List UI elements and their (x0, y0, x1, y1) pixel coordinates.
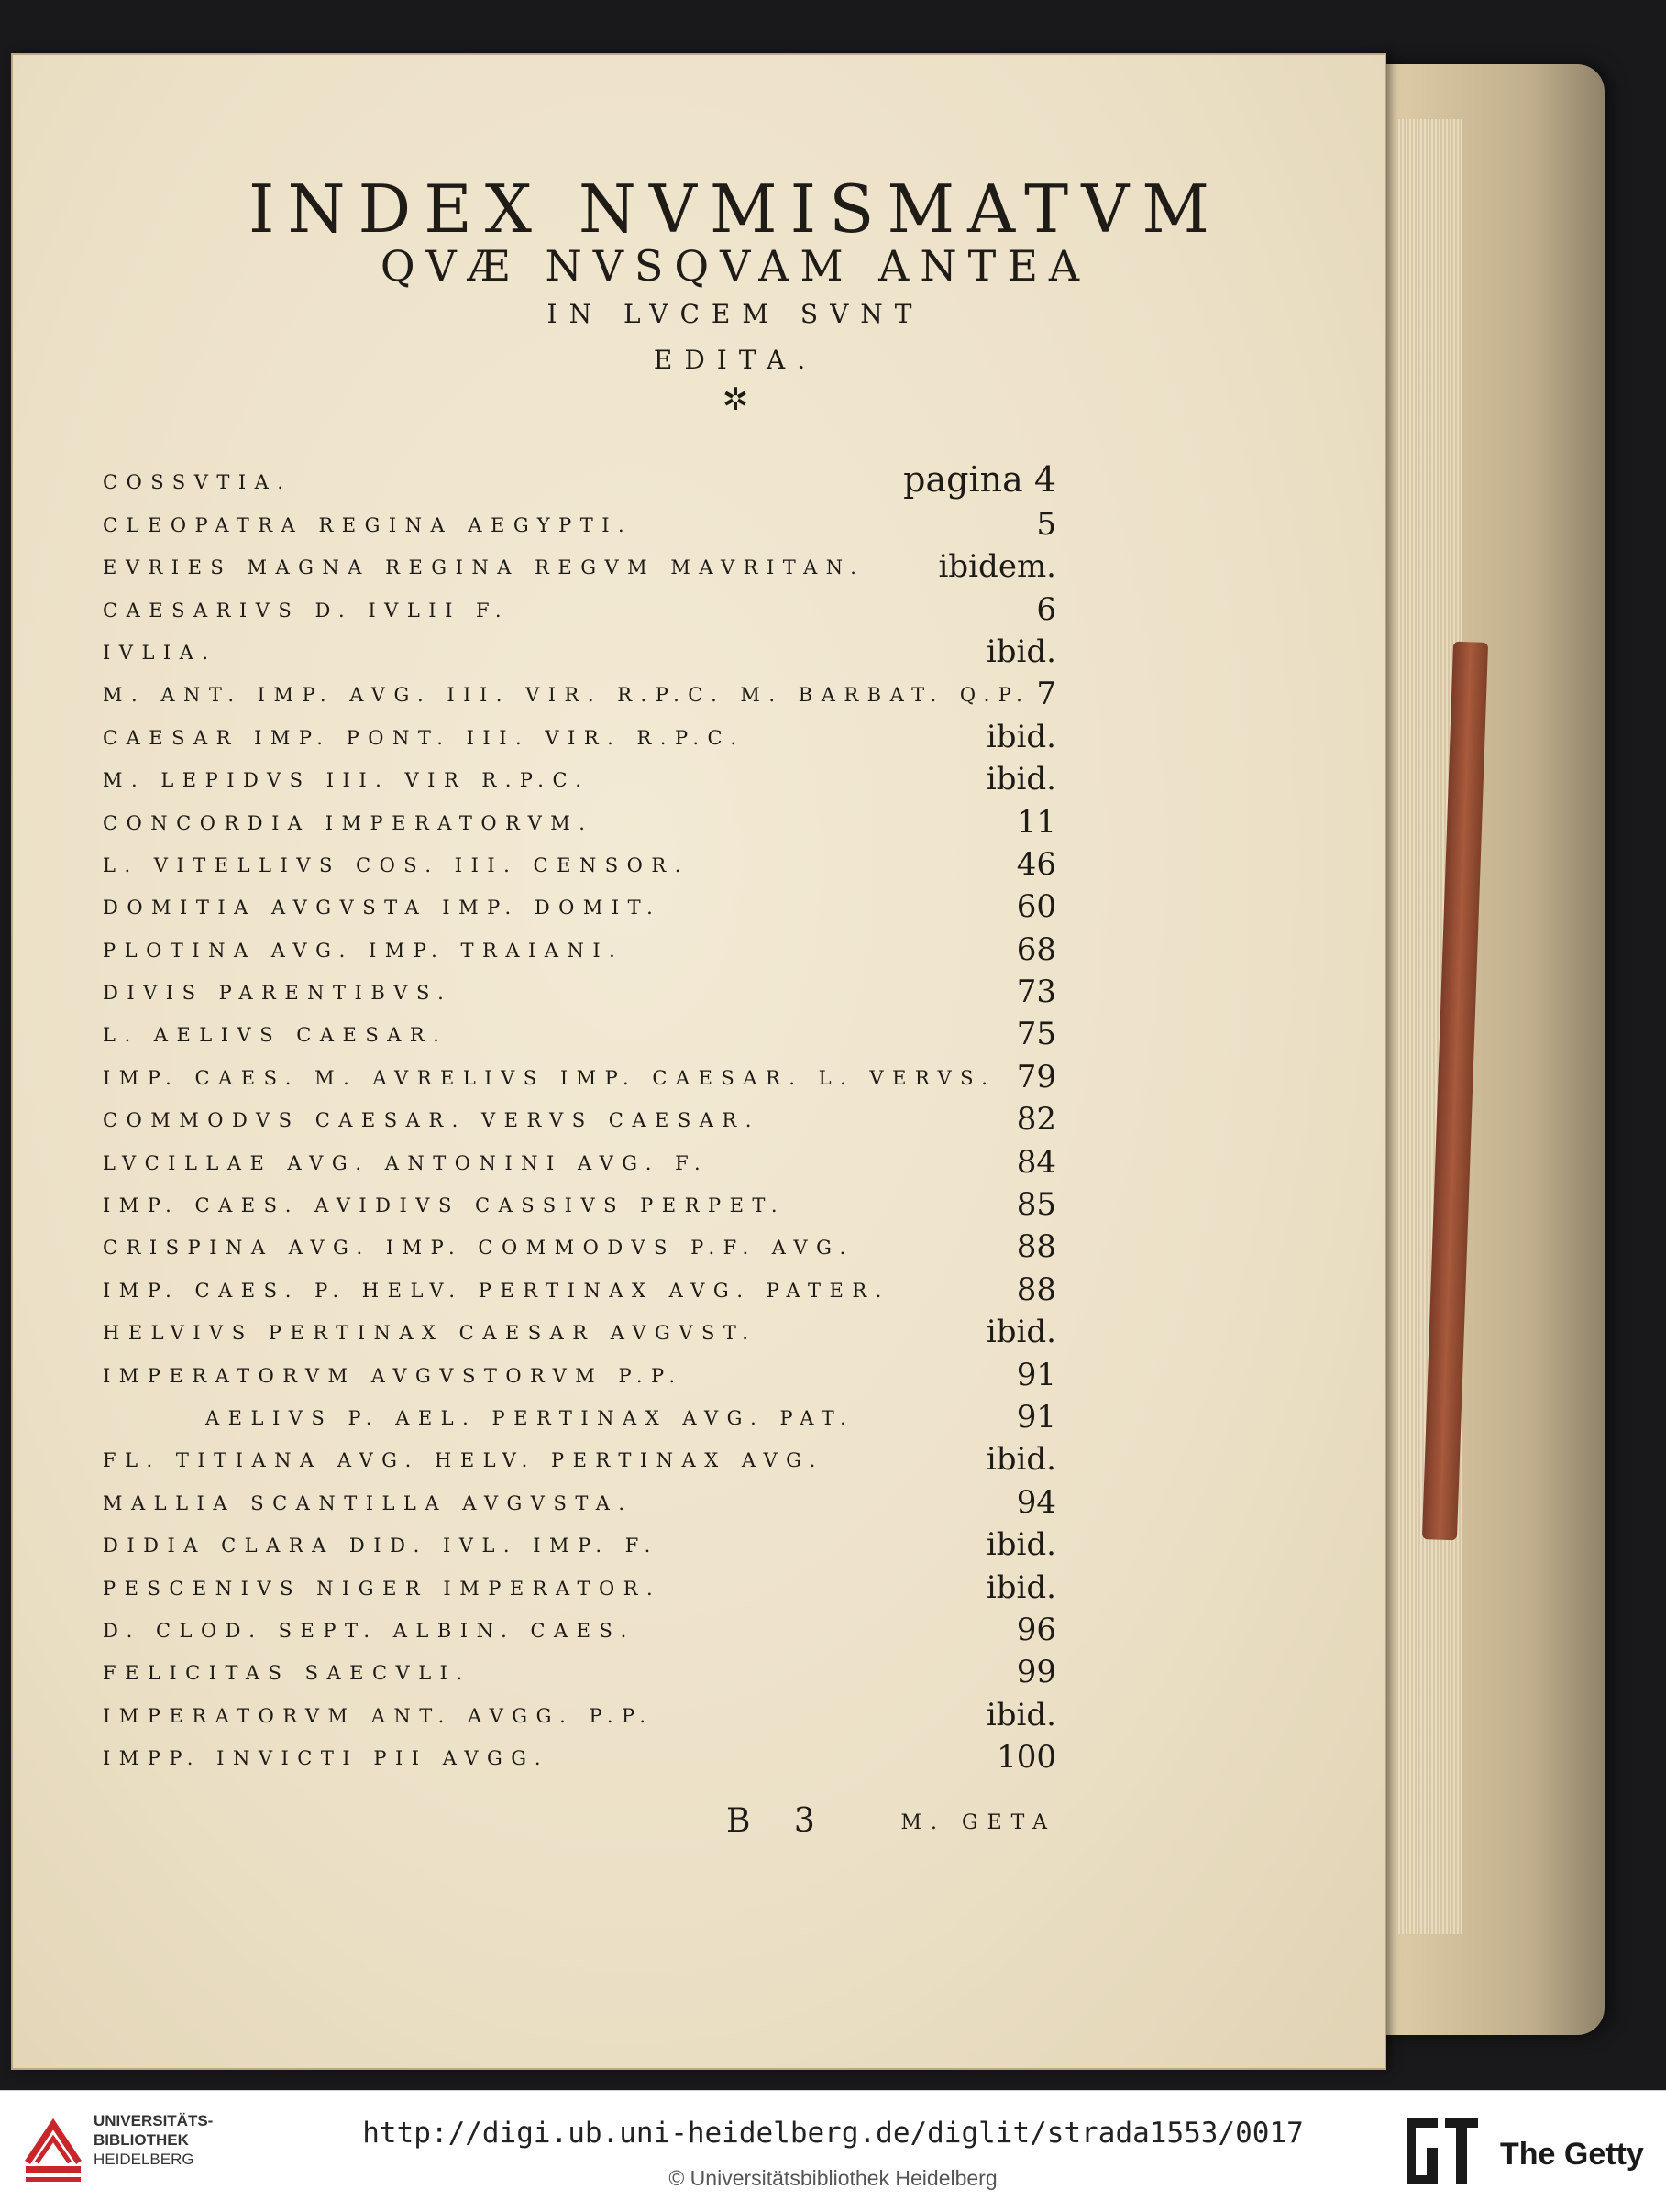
entry-page: ibid. (986, 1441, 1056, 1479)
entry-page: 100 (997, 1739, 1056, 1777)
index-entry (103, 1733, 1056, 1775)
entry-name: DIVIS PARENTIBVS. (103, 982, 453, 1005)
index-entry (103, 882, 1056, 924)
entry-page: 82 (1016, 1101, 1056, 1139)
entry-name: AELIVS P. AEL. PERTINAX AVG. PAT. (205, 1406, 855, 1429)
index-entry (103, 1009, 1056, 1051)
entry-page: 68 (1016, 930, 1056, 968)
partner-name: The Getty (1500, 2137, 1644, 2172)
page-subtitle-1: QVÆ NVSQVAM ANTEA (380, 241, 1091, 291)
ornament-asterisk-icon: ✲ (722, 381, 749, 418)
page-title: INDEX NVMISMATVM (248, 171, 1222, 248)
index-entry (103, 1264, 1056, 1306)
entry-page: 88 (1016, 1271, 1056, 1308)
index-entry (103, 1222, 1056, 1264)
index-entry (103, 754, 1056, 797)
entry-name: EVRIES MAGNA REGINA REGVM MAVRITAN. (103, 556, 866, 579)
page-subtitle-2: IN LVCEM SVNT (546, 299, 924, 329)
entry-page: 73 (1016, 974, 1056, 1011)
entry-page: ibid. (986, 633, 1056, 670)
entry-page: 85 (1016, 1186, 1056, 1224)
index-entry (103, 1180, 1056, 1222)
entry-page: pagina 4 (903, 459, 1056, 501)
index-entry (103, 1647, 1056, 1689)
index-entry (103, 457, 1056, 499)
entry-name: FL. TITIANA AVG. HELV. PERTINAX AVG. (103, 1449, 824, 1472)
entry-name: D. CLOD. SEPT. ALBIN. CAES. (103, 1619, 635, 1642)
entry-name: IMP. CAES. AVIDIVS CASSIVS PERPET. (103, 1194, 786, 1217)
index-entry (103, 542, 1056, 584)
index-entry (103, 1095, 1056, 1137)
entry-page: 6 (1036, 590, 1056, 628)
entry-name: DIDIA CLARA DID. IVL. IMP. F. (103, 1535, 659, 1557)
index-entry (103, 711, 1056, 754)
index-entry (103, 1689, 1056, 1732)
catchword: M. GETA (900, 1811, 1056, 1834)
index-entry (103, 1477, 1056, 1519)
index-entry (103, 1520, 1056, 1562)
entry-page: ibid. (986, 761, 1056, 798)
page-subtitle-3: EDITA. (653, 345, 818, 375)
entry-page: 94 (1016, 1483, 1056, 1521)
entry-page: 60 (1016, 888, 1056, 926)
index-entry (103, 1605, 1056, 1647)
entry-name: IMPERATORVM ANT. AVGG. P.P. (103, 1704, 655, 1727)
entry-name: IMP. CAES. P. HELV. PERTINAX AVG. PATER. (103, 1279, 890, 1302)
entry-name: CAESAR IMP. PONT. III. VIR. R.P.C. (103, 726, 745, 749)
index-entry (103, 1307, 1056, 1349)
getty-logo-icon[interactable] (1403, 2115, 1482, 2188)
index-entry (103, 1051, 1056, 1094)
entry-name: L. AELIVS CAESAR. (103, 1024, 448, 1047)
entry-page: 75 (1016, 1016, 1056, 1053)
entry-page: 7 (1036, 676, 1056, 713)
book-page-edges (1366, 64, 1605, 2035)
entry-page: 88 (1016, 1228, 1056, 1266)
entry-page: ibid. (986, 1696, 1056, 1733)
entry-page: 99 (1016, 1654, 1056, 1691)
entry-name: CLEOPATRA REGINA AEGYPTI. (103, 513, 634, 536)
entry-page: ibidem. (938, 548, 1056, 586)
entry-name: MALLIA SCANTILLA AVGVSTA. (103, 1491, 634, 1514)
entry-name: PLOTINA AVG. IMP. TRAIANI. (103, 939, 624, 962)
entry-page: 96 (1016, 1611, 1056, 1648)
entry-name: M. ANT. IMP. AVG. III. VIR. R.P.C. M. BARBAT. Q.P. (103, 684, 1032, 707)
index-entry (103, 1392, 1056, 1435)
entry-name: PESCENIVS NIGER IMPERATOR. (103, 1577, 662, 1600)
entry-page: 79 (1016, 1058, 1056, 1095)
index-entry (103, 1349, 1056, 1392)
entry-page: 11 (1016, 803, 1056, 841)
entry-name: IMPP. INVICTI PII AVGG. (103, 1747, 549, 1770)
entry-name: IMPERATORVM AVGVSTORVM P.P. (103, 1364, 684, 1387)
index-entry (103, 627, 1056, 669)
entry-name: COMMODVS CAESAR. VERVS CAESAR. (103, 1109, 760, 1132)
permalink-url[interactable]: http://digi.ub.uni-heidelberg.de/diglit/strada1553/0017 (362, 2117, 1304, 2150)
page-catchline (103, 1802, 1056, 1848)
entry-page: ibid. (986, 718, 1056, 755)
entry-page: ibid. (986, 1314, 1056, 1351)
entry-name: COSSVTIA. (103, 471, 292, 494)
entry-page: ibid. (986, 1526, 1056, 1564)
entry-name: HELVIVS PERTINAX CAESAR AVGVST. (103, 1322, 757, 1345)
index-entry (103, 1137, 1056, 1179)
book-page (11, 53, 1386, 2070)
index-entry (103, 669, 1056, 711)
index-entry (103, 924, 1056, 966)
entry-page: 91 (1016, 1356, 1056, 1393)
entry-name: IMP. CAES. M. AVRELIVS IMP. CAESAR. L. VERVS. (103, 1066, 997, 1089)
copyright-notice: © Universitätsbibliothek Heidelberg (668, 2166, 998, 2190)
entry-name: M. LEPIDVS III. VIR R.P.C. (103, 769, 590, 792)
index-entry (103, 840, 1056, 882)
entry-name: CRISPINA AVG. IMP. COMMODVS P.F. AVG. (103, 1237, 855, 1260)
entry-name: IVLIA. (103, 641, 217, 664)
entry-name: LVCILLAE AVG. ANTONINI AVG. F. (103, 1151, 710, 1174)
index-entry (103, 584, 1056, 626)
index-list (103, 457, 1056, 1775)
entry-page: 84 (1016, 1143, 1056, 1181)
index-entry (103, 967, 1056, 1009)
entry-name: CONCORDIA IMPERATORVM. (103, 811, 594, 834)
entry-name: L. VITELLIVS COS. III. CENSOR. (103, 853, 690, 876)
index-entry (103, 1562, 1056, 1604)
index-entry (103, 1435, 1056, 1477)
signature-mark: B 3 (726, 1802, 832, 1840)
entry-name: DOMITIA AVGVSTA IMP. DOMIT. (103, 897, 662, 919)
entry-name: FELICITAS SAECVLI. (103, 1662, 471, 1685)
index-entry (103, 797, 1056, 839)
entry-page: 91 (1016, 1398, 1056, 1436)
viewer-footer (0, 2090, 1666, 2212)
entry-name: CAESARIVS D. IVLII F. (103, 599, 511, 622)
library-name: UNIVERSITÄTS- BIBLIOTHEK HEIDELBERG (94, 2112, 214, 2168)
entry-page: 46 (1016, 845, 1056, 883)
entry-page: 5 (1036, 505, 1056, 543)
entry-page: ibid. (986, 1568, 1056, 1606)
index-entry (103, 499, 1056, 541)
